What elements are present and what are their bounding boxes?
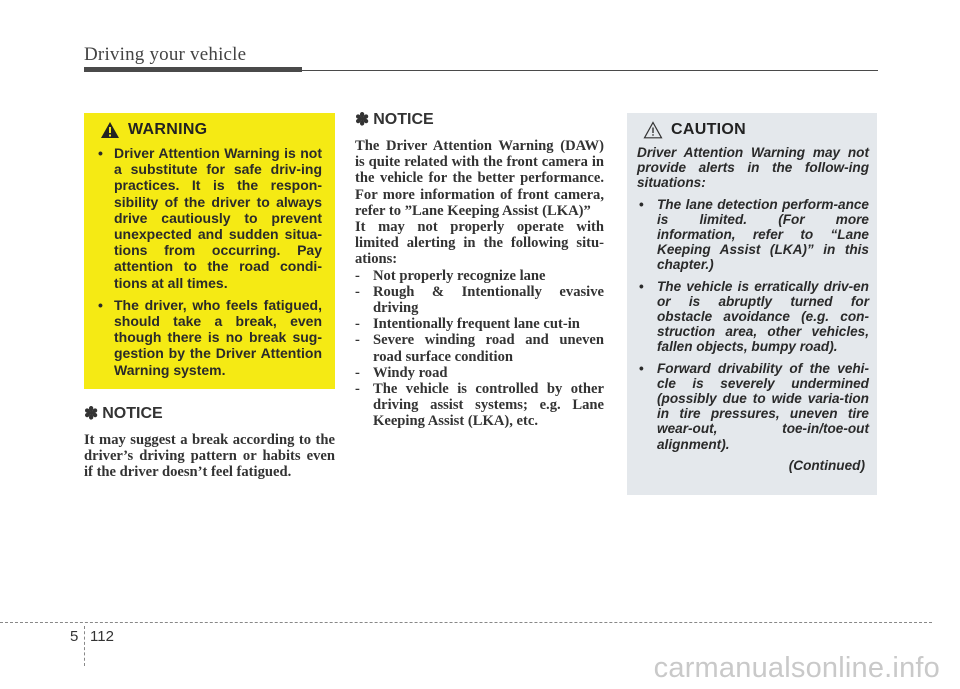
notice-middle-list (355, 268, 604, 430)
caution-triangle-icon (643, 121, 663, 139)
caution-item: • The lane detection perform-ance is limited. (For more information, refer to “Lane Keeping Assist (LKA)” in this chapter.) (637, 197, 869, 273)
notice-left-title: NOTICE (102, 405, 163, 422)
list-item: - Severe winding road and uneven road surface condition (355, 332, 604, 364)
warning-item: • The driver, who feels fatigued, should take a break, even though there is no break sug-gestion by the Driver Attention Warning system. (94, 297, 322, 378)
notice-left (84, 404, 335, 481)
caution-intro: Driver Attention Warning may not provide alerts in the follow-ing situations: (637, 145, 869, 191)
header-rule-accent (84, 67, 302, 72)
caution-item: • The vehicle is erratically driv-en or is abruptly turned for obstacle avoidance (e.g. con-struction area, other vehicles, fallen objects, bumpy road). (637, 279, 869, 355)
warning-item: • Driver Attention Warning is not a substitute for safe driv-ing practices. It is the respon-sibility of the driver to always drive cautiously to prevent unexpected and sudden situa-tions from occurring. Pay attention to the road condi-tions at all times. (94, 145, 322, 291)
warning-header (94, 121, 322, 139)
chapter-number: 5 (70, 628, 79, 645)
list-item: - Not properly recognize lane (355, 268, 604, 284)
caution-item: • Forward drivability of the vehi-cle is severely undermined (possibly due to wide varia-tion in tire pressures, uneven tire wear-out, toe-in/toe-out alignment). (637, 361, 869, 452)
notice-middle-intro: The Driver Attention Warning (DAW) is quite related with the front camera in the vehicle for the better performance. For more information of front camera, refer to ”Lane Keeping Assist (LKA)” (355, 138, 604, 219)
warning-triangle-icon (100, 121, 120, 139)
list-item: - The vehicle is controlled by other driving assist systems; e.g. Lane Keeping Assist (LKA), etc. (355, 381, 604, 430)
notice-left-text: It may suggest a break according to the driver’s driving pattern or habits even if the driver doesn’t feel fatigued. (84, 432, 335, 481)
warning-title: WARNING (128, 121, 208, 138)
notice-left-header (84, 404, 335, 424)
notice-middle (355, 110, 604, 430)
page-header-title: Driving your vehicle (84, 44, 247, 65)
continued-label: (Continued) (788, 457, 865, 473)
watermark: carmanualsonline.info (653, 652, 940, 684)
notice-middle-lead: It may not properly operate with limited alerting in the following situ-ations: (355, 219, 604, 268)
footer-rule (0, 622, 932, 623)
caution-header (637, 121, 869, 139)
warning-list (94, 145, 322, 378)
notice-middle-title: NOTICE (373, 111, 434, 128)
warning-box (84, 113, 335, 389)
caution-list (637, 197, 869, 452)
notice-middle-header (355, 110, 604, 130)
list-item: - Intentionally frequent lane cut-in (355, 316, 604, 332)
list-item: - Rough & Intentionally evasive driving (355, 284, 604, 316)
page-number: 112 (90, 628, 114, 645)
caution-box (627, 113, 877, 495)
footer-divider (84, 626, 85, 666)
asterisk-icon: ✽ (84, 404, 99, 423)
caution-title: CAUTION (671, 121, 746, 138)
list-item: - Windy road (355, 365, 604, 381)
asterisk-icon: ✽ (355, 110, 370, 129)
